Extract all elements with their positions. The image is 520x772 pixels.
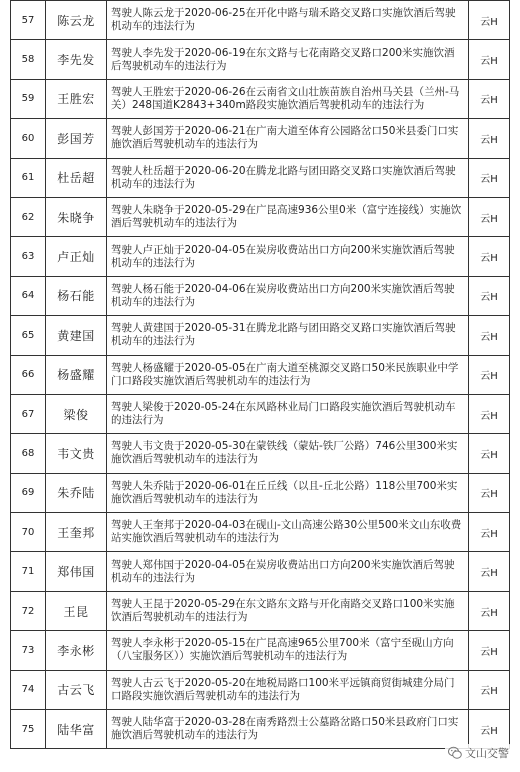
driver-name-cell [46,355,107,394]
violation-description-text: 驾驶人王奎邦于2020-04-03在砚山-文山高速公路30公里500米文山东收费站实施饮酒后驾驶机动车的违法行为 [111,519,462,545]
plate-prefix-text: 云H [480,725,498,737]
row-number-text: 64 [21,290,35,302]
plate-prefix-text: 云H [480,16,498,28]
row-number-text: 60 [21,132,35,144]
violation-description-cell [107,434,469,473]
driver-name-text: 陈云龙 [57,13,95,28]
plate-prefix-text: 云H [480,292,498,304]
violation-description-text: 驾驶人王昆于2020-05-29在东文路东文路与开化南路交叉路口100米实施饮酒后驾驶机动车的违法行为 [111,598,455,624]
violation-description-text: 驾驶人杨石能于2020-04-06在炭房收费站出口方向200米实施饮酒后驾驶机动车的违法行为 [111,282,455,308]
violation-description-text: 驾驶人杜岳超于2020-06-20在腾龙北路与团田路交叉路口实施饮酒后驾驶机动车的违法行为 [111,164,456,190]
violation-description-cell [107,316,469,355]
driver-name-text: 韦文贵 [57,446,95,461]
row-number-text: 70 [21,526,35,538]
row-number-cell [11,473,46,512]
violation-description-cell [107,1,469,40]
driver-name-text: 杨盛耀 [57,368,95,383]
plate-prefix-cell [469,1,510,40]
plate-prefix-cell [469,591,510,630]
plate-prefix-text: 云H [480,607,498,619]
driver-name-cell [46,79,107,118]
row-number-cell [11,1,46,40]
driver-name-cell [46,197,107,236]
table-row [11,710,510,749]
plate-prefix-text: 云H [480,646,498,658]
violation-description-cell [107,394,469,433]
violation-description-text: 驾驶人古云飞于2020-05-20在地税局路口100米平远镇商贸街城建分局门口路段实施饮酒后驾驶机动车的违法行为 [111,676,455,702]
violation-description-cell [107,119,469,158]
table-row [11,631,510,670]
driver-name-cell [46,710,107,749]
row-number-cell [11,79,46,118]
driver-name-cell [46,670,107,709]
table-row [11,158,510,197]
violation-description-text: 驾驶人陆华富于2020-03-28在南秀路烈士公墓路岔路口50米县政府门口实施饮酒后驾驶机动车的违法行为 [111,716,459,742]
row-number-text: 69 [21,487,35,499]
plate-prefix-cell [469,276,510,315]
driver-name-text: 朱乔陆 [57,486,95,501]
violation-description-text: 驾驶人王胜宏于2020-06-26在云南省文山壮族苗族自治州马关县（兰州-马关）248国道K2843+340m路段实施饮酒后驾驶机动车的违法行为 [111,85,460,111]
plate-prefix-text: 云H [480,56,498,68]
row-number-cell [11,119,46,158]
table-row [11,119,510,158]
row-number-text: 75 [21,723,35,735]
row-number-cell [11,591,46,630]
violation-description-text: 驾驶人黄建国于2020-05-31在腾龙北路与团田路交叉路口实施饮酒后驾驶机动车的违法行为 [111,322,456,348]
violation-description-cell [107,591,469,630]
plate-prefix-cell [469,434,510,473]
table-row [11,40,510,79]
plate-prefix-text: 云H [480,174,498,186]
row-number-text: 68 [21,447,35,459]
table-row [11,197,510,236]
driver-name-cell [46,276,107,315]
driver-name-cell [46,119,107,158]
plate-prefix-text: 云H [480,253,498,265]
violation-description-cell [107,670,469,709]
plate-prefix-cell [469,158,510,197]
table-row [11,79,510,118]
table-row [11,591,510,630]
driver-name-text: 杨石能 [57,289,95,304]
driver-name-cell [46,434,107,473]
row-number-text: 72 [21,605,35,617]
violation-description-text: 驾驶人李永彬于2020-05-15在广昆高速965公里700米（富宁至砚山方向（八宝服务区））实施饮酒后驾驶机动车的违法行为 [111,637,454,663]
violation-description-text: 驾驶人杨盛耀于2020-05-05在广南大道至桃源交叉路口50米民族职业中学门口路段实施饮酒后驾驶机动车的违法行为 [111,361,459,387]
violation-description-text: 驾驶人韦文贵于2020-05-30在蒙铁线（蒙姑-铁厂公路）746公里300米实施饮酒后驾驶机动车的违法行为 [111,440,458,466]
driver-name-text: 黄建国 [57,328,95,343]
plate-prefix-text: 云H [480,331,498,343]
plate-prefix-text: 云H [480,489,498,501]
row-number-text: 66 [21,369,35,381]
row-number-text: 74 [21,684,35,696]
row-number-cell [11,434,46,473]
driver-name-cell [46,552,107,591]
violation-description-text: 驾驶人李先发于2020-06-19在东文路与七花南路交叉路口200米实施饮酒后驾驶机动车的违法行为 [111,46,455,72]
driver-name-text: 古云飞 [57,683,95,698]
row-number-cell [11,552,46,591]
driver-name-text: 王胜宏 [57,92,95,107]
plate-prefix-text: 云H [480,134,498,146]
plate-prefix-cell [469,40,510,79]
table-row [11,670,510,709]
table-row [11,316,510,355]
driver-name-cell [46,40,107,79]
row-number-cell [11,316,46,355]
driver-name-cell [46,473,107,512]
driver-name-cell [46,316,107,355]
violation-description-cell [107,710,469,749]
row-number-text: 63 [21,251,35,263]
driver-name-text: 郑伟国 [57,565,95,580]
violations-table-body [11,1,510,749]
violation-description-text: 驾驶人卢正灿于2020-04-05在炭房收费站出口方向200米实施饮酒后驾驶机动车的违法行为 [111,243,455,269]
driver-name-cell [46,513,107,552]
violation-description-cell [107,473,469,512]
violation-description-cell [107,355,469,394]
plate-prefix-cell [469,552,510,591]
driver-name-cell [46,158,107,197]
row-number-text: 73 [21,644,35,656]
violation-description-text: 驾驶人朱晓争于2020-05-29在广昆高速936公里0米（富宁连接线）实施饮酒后驾驶机动车的违法行为 [111,204,462,230]
row-number-cell [11,355,46,394]
table-row [11,552,510,591]
driver-name-text: 陆华富 [57,722,95,737]
table-row [11,355,510,394]
violation-description-cell [107,79,469,118]
driver-name-cell [46,1,107,40]
table-row [11,513,510,552]
row-number-cell [11,394,46,433]
violation-description-text: 驾驶人陈云龙于2020-06-25在开化中路与瑞禾路交叉路口实施饮酒后驾驶机动车的违法行为 [111,7,456,33]
violation-description-cell [107,276,469,315]
driver-name-cell [46,394,107,433]
watermark-text: 文山交警 [465,747,509,760]
plate-prefix-cell [469,670,510,709]
table-row [11,473,510,512]
plate-prefix-cell [469,237,510,276]
table-row [11,434,510,473]
driver-name-text: 卢正灿 [57,250,95,265]
plate-prefix-text: 云H [480,213,498,225]
plate-prefix-text: 云H [480,95,498,107]
plate-prefix-cell [469,316,510,355]
plate-prefix-cell [469,355,510,394]
violation-description-text: 驾驶人彭国芳于2020-06-21在广南大道至体育公园路岔口50米县委门口实施饮酒后驾驶机动车的违法行为 [111,125,459,151]
row-number-cell [11,197,46,236]
row-number-text: 71 [21,566,35,578]
table-row [11,237,510,276]
violations-table [10,0,510,749]
driver-name-cell [46,631,107,670]
row-number-text: 67 [21,408,35,420]
row-number-text: 61 [21,172,35,184]
plate-prefix-cell [469,197,510,236]
driver-name-text: 杜岳超 [57,171,95,186]
violation-description-cell [107,40,469,79]
plate-prefix-text: 云H [480,528,498,540]
row-number-cell [11,670,46,709]
plate-prefix-text: 云H [480,449,498,461]
driver-name-text: 彭国芳 [57,131,95,146]
plate-prefix-text: 云H [480,686,498,698]
plate-prefix-text: 云H [480,371,498,383]
row-number-text: 59 [21,93,35,105]
source-watermark [445,744,512,762]
row-number-text: 57 [21,14,35,26]
violation-description-text: 驾驶人梁俊于2020-05-24在东风路林业局门口路段实施饮酒后驾驶机动车的违法行为 [111,401,456,427]
violation-description-cell [107,158,469,197]
plate-prefix-text: 云H [480,410,498,422]
table-row [11,276,510,315]
plate-prefix-cell [469,710,510,749]
driver-name-text: 朱晓争 [57,210,95,225]
plate-prefix-cell [469,513,510,552]
driver-name-text: 李永彬 [57,643,95,658]
row-number-cell [11,237,46,276]
violation-description-text: 驾驶人朱乔陆于2020-06-01在丘丘线（以且-丘北公路）118公里700米实施饮酒后驾驶机动车的违法行为 [111,479,458,505]
driver-name-text: 李先发 [57,53,95,68]
row-number-cell [11,158,46,197]
table-row [11,394,510,433]
row-number-cell [11,513,46,552]
violation-description-cell [107,197,469,236]
violation-description-text: 驾驶人郑伟国于2020-04-05在炭房收费站出口方向200米实施饮酒后驾驶机动车的违法行为 [111,558,455,584]
row-number-cell [11,276,46,315]
plate-prefix-cell [469,631,510,670]
row-number-text: 65 [21,329,35,341]
document-frame [10,0,510,749]
violation-description-cell [107,631,469,670]
wechat-icon [448,746,462,760]
plate-prefix-text: 云H [480,568,498,580]
driver-name-text: 王奎邦 [57,525,95,540]
violation-description-cell [107,237,469,276]
driver-name-text: 王昆 [63,604,89,619]
driver-name-text: 梁俊 [63,407,89,422]
row-number-cell [11,40,46,79]
row-number-cell [11,631,46,670]
plate-prefix-cell [469,119,510,158]
plate-prefix-cell [469,394,510,433]
violation-description-cell [107,513,469,552]
plate-prefix-cell [469,473,510,512]
row-number-text: 58 [21,54,35,66]
row-number-text: 62 [21,211,35,223]
row-number-cell [11,710,46,749]
plate-prefix-cell [469,79,510,118]
violation-description-cell [107,552,469,591]
driver-name-cell [46,237,107,276]
table-row [11,1,510,40]
driver-name-cell [46,591,107,630]
